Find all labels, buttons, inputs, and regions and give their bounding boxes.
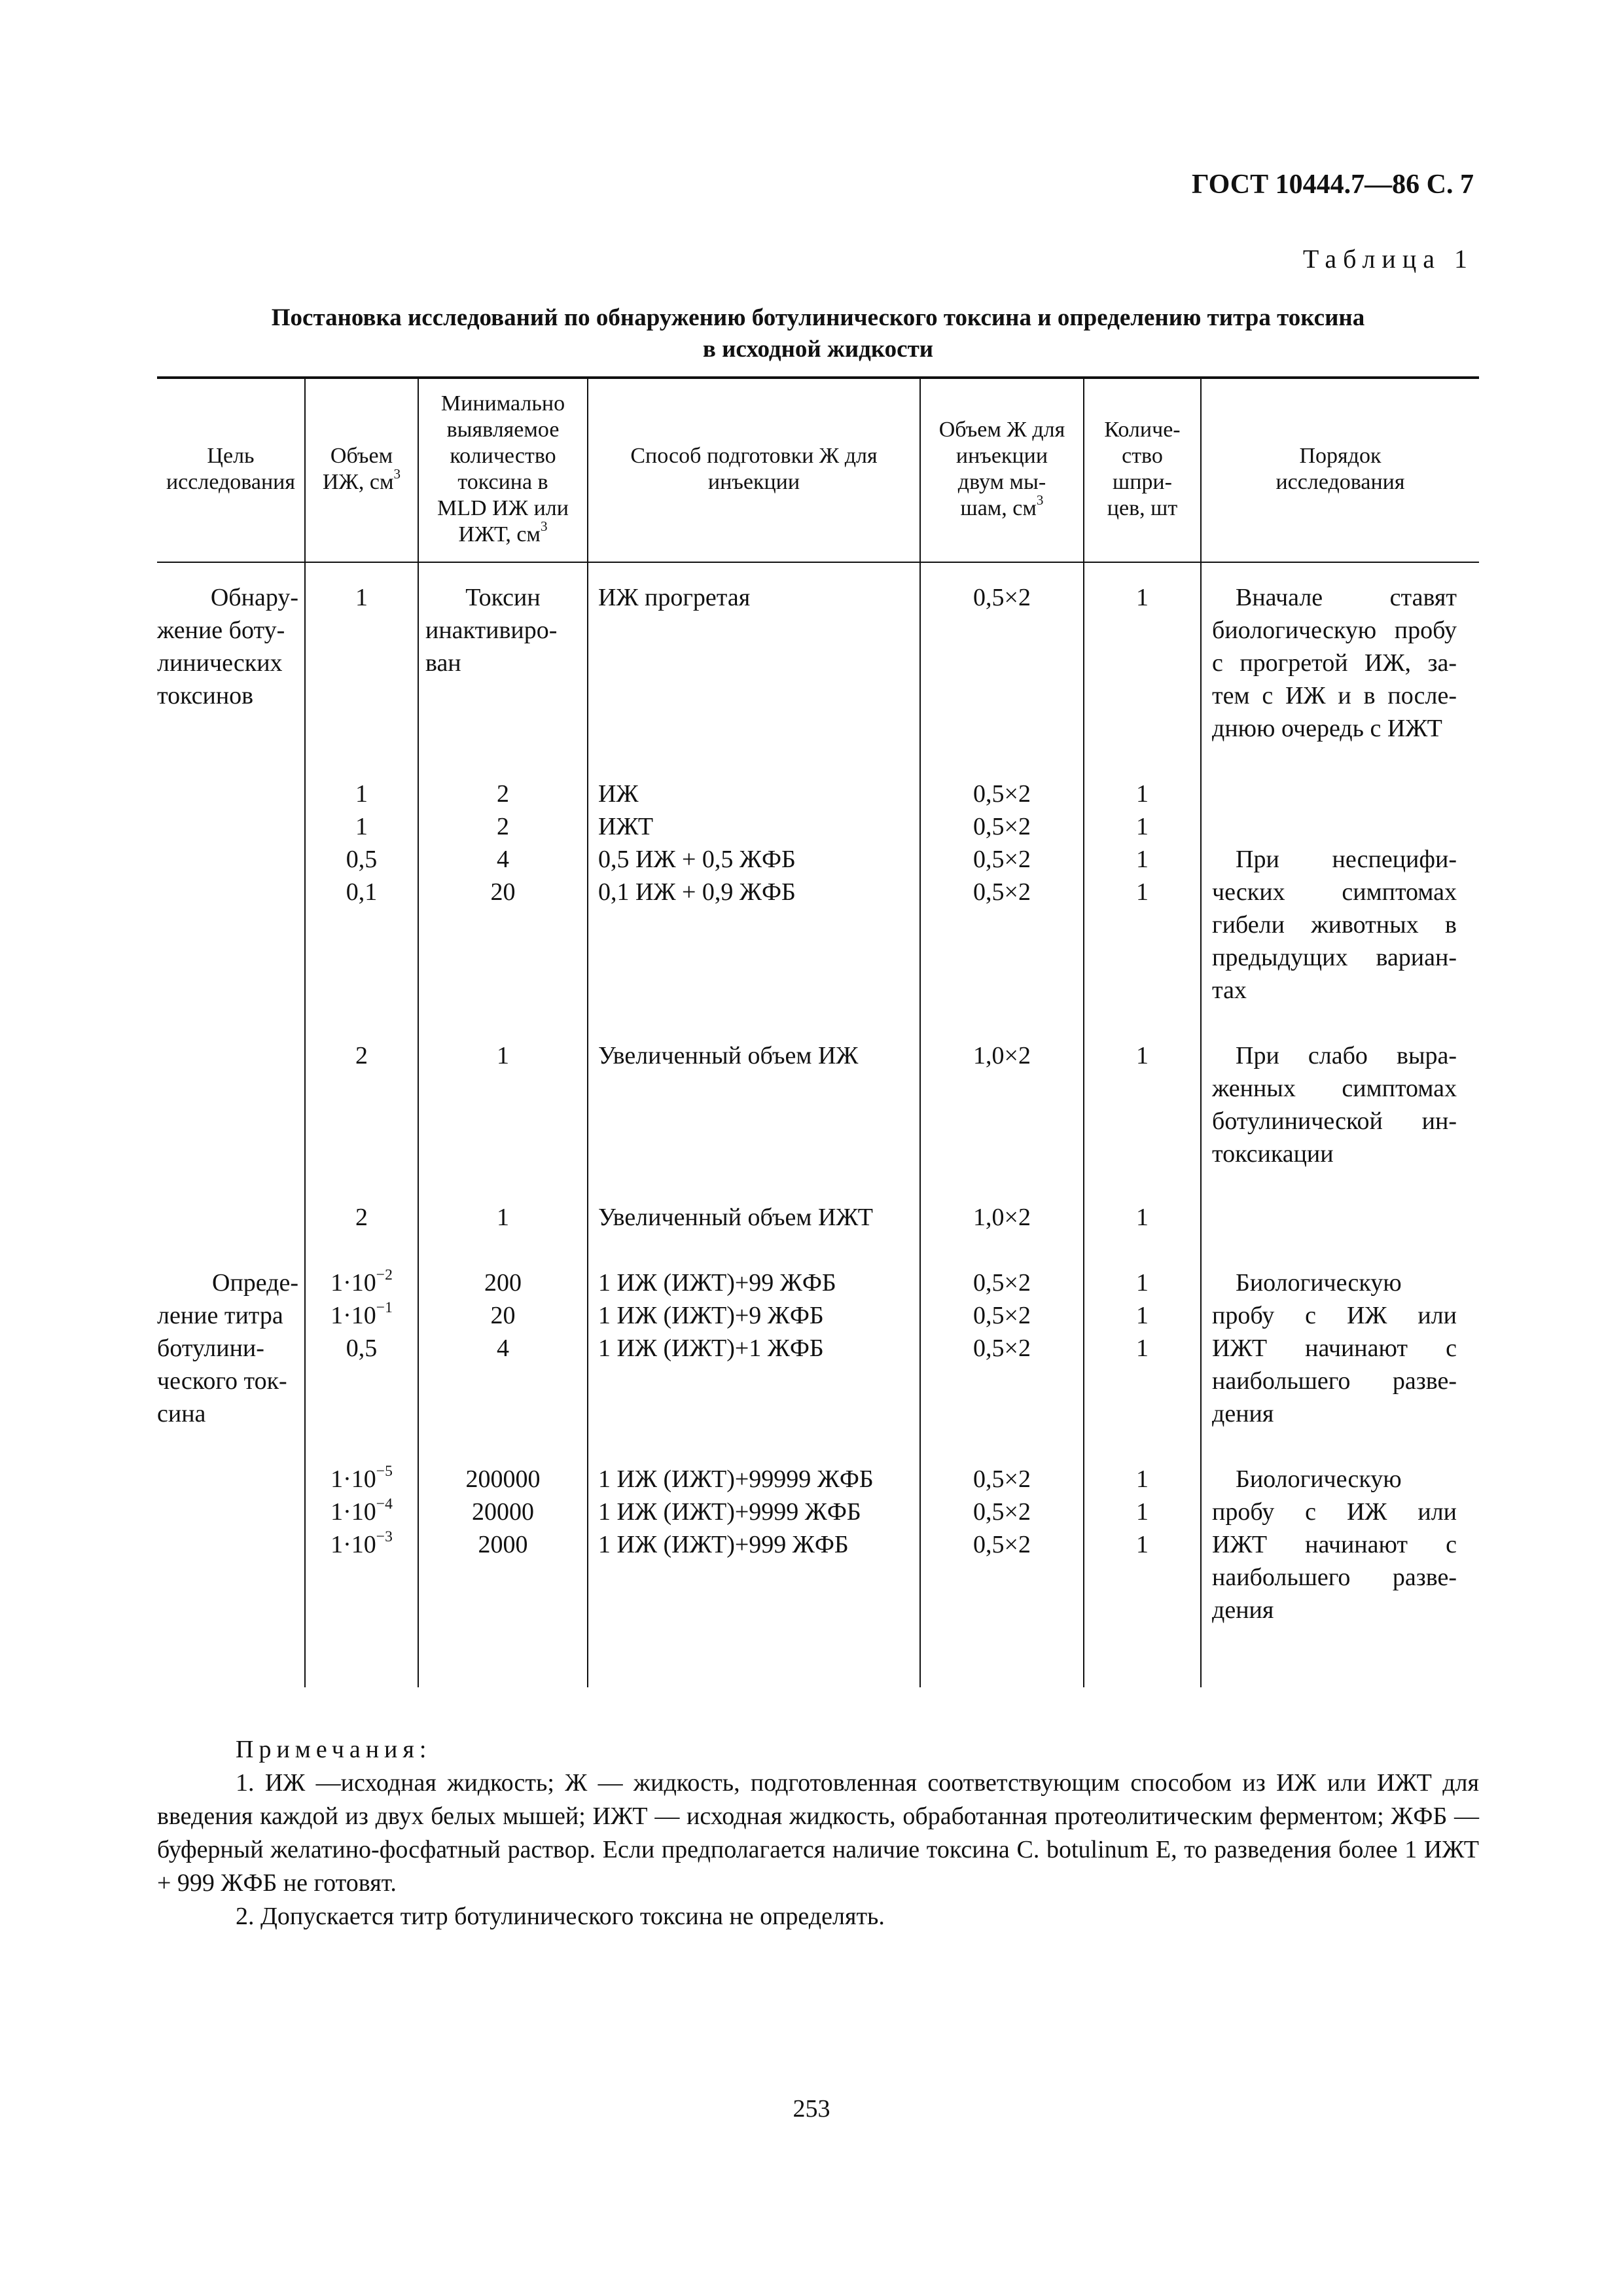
cell-min-quantity: 4 — [497, 1335, 509, 1362]
cell-volume: 0,5 — [346, 846, 378, 873]
document-header: ГОСТ 10444.7—86 С. 7 — [1191, 170, 1474, 200]
cell-injection-volume: 0,5×2 — [973, 1302, 1031, 1329]
note-item: 1. ИЖ —исходная жидкость; Ж — жидкость, подготовленная соответствующим способом из ИЖ или ИЖТ для введения каждой из двух белых мышей; ИЖТ — исходная жидкость, обработанная протеолитическим ферментом; ЖФБ — буферный желатино-фосфатный раствор. Если предполагается наличие токсина C. botulinum E, то разведения более 1 ИЖТ + 999 ЖФБ не готовят. — [157, 1769, 1479, 1897]
cell-syringes: 1 — [1136, 1465, 1149, 1493]
cell-syringes: 1 — [1136, 1335, 1149, 1362]
table-title-line: Постановка исследований по обнаружению ботулинического токсина и определению титра токсина — [271, 304, 1365, 331]
page-number: 253 — [793, 2095, 830, 2123]
cell-injection-volume: 0,5×2 — [973, 1465, 1031, 1493]
cell-min-quantity: 1 — [497, 1204, 509, 1231]
note-item: 2. Допускается титр ботулинического токсина не определять. — [236, 1903, 885, 1930]
cell-injection-volume: 0,5×2 — [973, 846, 1031, 873]
notes-title: Примечания: — [236, 1736, 432, 1763]
cell-method: ИЖ прогретая — [598, 584, 751, 611]
cell-volume: $1\cdot 10^{-3}$ — [330, 1528, 393, 1558]
cell-syringes: 1 — [1136, 878, 1149, 906]
cell-injection-volume: 1,0×2 — [973, 1204, 1031, 1231]
column-header-order: Порядок исследования — [1275, 443, 1405, 494]
cell-injection-volume: 0,5×2 — [973, 1531, 1031, 1558]
column-header-purpose: Цель исследования — [166, 443, 295, 494]
cell-method: ИЖТ — [598, 813, 654, 840]
column-header-volume: Объем ИЖ, $см^3$ — [322, 443, 401, 494]
cell-injection-volume: 0,5×2 — [973, 1498, 1031, 1526]
cell-syringes: 1 — [1136, 1204, 1149, 1231]
cell-method: 1 ИЖ (ИЖТ)+9 ЖФБ — [598, 1302, 824, 1329]
cell-method: Увеличенный объем ИЖТ — [598, 1204, 874, 1231]
cell-syringes: 1 — [1136, 1269, 1149, 1297]
cell-volume: $1\cdot 10^{-1}$ — [330, 1299, 393, 1329]
cell-volume: $1\cdot 10^{-5}$ — [330, 1462, 393, 1493]
table-label: Таблица 1 — [1302, 244, 1474, 274]
column-header-method: Способ подготовки Ж для инъекции — [630, 443, 878, 494]
cell-volume: 1 — [355, 813, 368, 840]
cell-order: При слабо выра- женных симптомах ботулинической ин- токсикации — [1212, 1042, 1457, 1168]
cell-min-quantity: Токсин инактивиро- ван — [425, 584, 558, 677]
cell-syringes: 1 — [1136, 846, 1149, 873]
cell-min-quantity: 2 — [497, 813, 509, 840]
cell-min-quantity: 200 — [484, 1269, 522, 1297]
cell-method: 0,5 ИЖ + 0,5 ЖФБ — [598, 846, 796, 873]
table-title — [157, 302, 1479, 365]
cell-syringes: 1 — [1136, 780, 1149, 808]
cell-syringes: 1 — [1136, 813, 1149, 840]
cell-injection-volume: 1,0×2 — [973, 1042, 1031, 1069]
cell-min-quantity: 2000 — [478, 1531, 528, 1558]
purpose-detection: Обнару- жение боту- линических токсинов — [157, 584, 298, 709]
cell-min-quantity: 20000 — [472, 1498, 534, 1526]
cell-volume: 1 — [355, 780, 368, 808]
cell-method: 1 ИЖ (ИЖТ)+1 ЖФБ — [598, 1335, 824, 1362]
cell-method: ИЖ — [598, 780, 639, 808]
cell-volume: 2 — [355, 1042, 368, 1069]
table-header-rule — [157, 562, 1479, 563]
cell-syringes: 1 — [1136, 1042, 1149, 1069]
cell-injection-volume: 0,5×2 — [973, 878, 1031, 906]
purpose-titration: Опреде- ление титра ботулини- ческого ток- сина — [157, 1269, 298, 1427]
cell-method: Увеличенный объем ИЖ — [598, 1042, 859, 1069]
cell-syringes: 1 — [1136, 1531, 1149, 1558]
cell-volume: 2 — [355, 1204, 368, 1231]
notes-section — [157, 1733, 1479, 1933]
cell-injection-volume: 0,5×2 — [973, 584, 1031, 611]
cell-method: 1 ИЖ (ИЖТ)+99999 ЖФБ — [598, 1465, 874, 1493]
cell-order: Биологическую пробу с ИЖ или ИЖТ начинают с наибольшего разве- дения — [1212, 1269, 1457, 1427]
cell-injection-volume: 0,5×2 — [973, 780, 1031, 808]
column-header-min-quantity: Минимально выявляемое количество токсина в MLD ИЖ или ИЖТ, $см^3$ — [437, 391, 569, 547]
column-header-syringes: Количе- ство шпри- цев, шт — [1104, 417, 1181, 520]
column-divider — [587, 376, 588, 1687]
cell-method: 1 ИЖ (ИЖТ)+9999 ЖФБ — [598, 1498, 861, 1526]
cell-syringes: 1 — [1136, 1302, 1149, 1329]
cell-order: Биологическую пробу с ИЖ или ИЖТ начинают с наибольшего разве- дения — [1212, 1465, 1457, 1624]
column-divider — [1200, 376, 1202, 1687]
cell-injection-volume: 0,5×2 — [973, 1269, 1031, 1297]
cell-method: 0,1 ИЖ + 0,9 ЖФБ — [598, 878, 796, 906]
cell-volume: $1\cdot 10^{-4}$ — [330, 1495, 393, 1526]
cell-method: 1 ИЖ (ИЖТ)+99 ЖФБ — [598, 1269, 836, 1297]
cell-min-quantity: 20 — [490, 878, 516, 906]
cell-min-quantity: 2 — [497, 780, 509, 808]
cell-min-quantity: 1 — [497, 1042, 509, 1069]
cell-min-quantity: 4 — [497, 846, 509, 873]
cell-injection-volume: 0,5×2 — [973, 813, 1031, 840]
cell-volume: $1\cdot 10^{-2}$ — [330, 1266, 393, 1297]
cell-min-quantity: 20 — [490, 1302, 516, 1329]
cell-syringes: 1 — [1136, 584, 1149, 611]
cell-method: 1 ИЖ (ИЖТ)+999 ЖФБ — [598, 1531, 849, 1558]
cell-volume: 1 — [355, 584, 368, 611]
cell-min-quantity: 200000 — [465, 1465, 541, 1493]
cell-order: Вначале ставят биологическую пробу с прогретой ИЖ, за- тем с ИЖ и в после- днюю очередь с ИЖТ — [1212, 584, 1457, 742]
table-title-line: в исходной жидкости — [702, 336, 934, 363]
cell-injection-volume: 0,5×2 — [973, 1335, 1031, 1362]
cell-order: При неспецифи- ческих симптомах гибели животных в предыдущих вариан- тах — [1212, 846, 1457, 1004]
cell-volume: 0,1 — [346, 878, 378, 906]
cell-volume: 0,5 — [346, 1335, 378, 1362]
column-header-injection-volume: Объем Ж для инъекции двум мы- шам, $см^3$ — [938, 417, 1065, 520]
cell-syringes: 1 — [1136, 1498, 1149, 1526]
